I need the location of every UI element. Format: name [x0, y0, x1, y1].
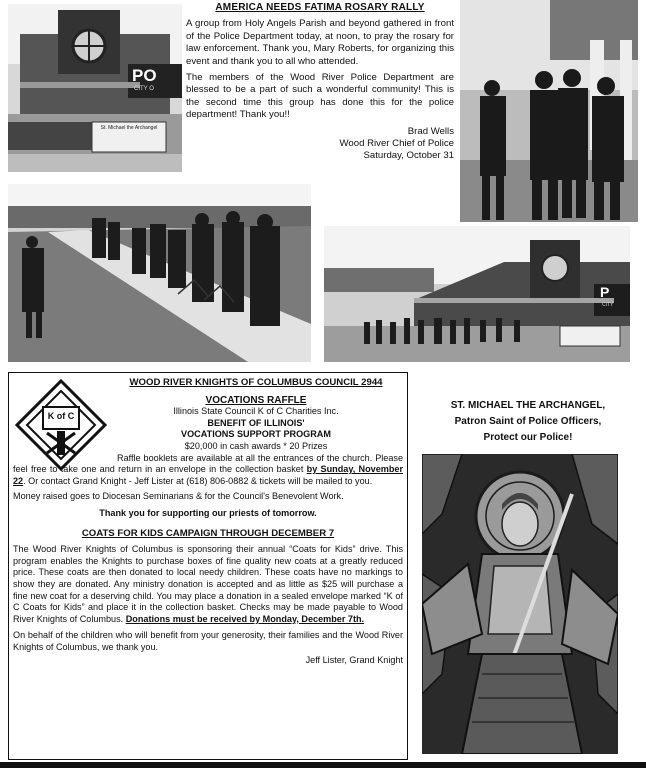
rosary-rally-article — [186, 2, 454, 163]
raffle-deadline: by Sunday, November 22 — [13, 464, 403, 486]
article-title: AMERICA NEEDS FATIMA ROSARY RALLY — [215, 2, 425, 13]
thanks-line: Thank you for supporting our priests of tomorrow. — [99, 507, 317, 518]
raffle-program: VOCATIONS SUPPORT PROGRAM — [181, 429, 331, 440]
raffle-paragraph — [13, 453, 403, 488]
st-michael-line-3: Protect our Police! — [483, 432, 573, 443]
coats-title: COATS FOR KIDS CAMPAIGN THROUGH DECEMBER 7 — [81, 527, 335, 539]
building-sign: PO — [132, 66, 157, 85]
st-michael-stained-glass-image — [422, 454, 618, 754]
coats-deadline: Donations must be received by Monday, December 7th. — [125, 613, 365, 624]
kofc-logo-text: K of C — [47, 411, 75, 421]
police-building-wide-photo — [324, 226, 630, 362]
article-signature — [186, 126, 454, 163]
kofc-header: WOOD RIVER KNIGHTS OF COLUMBUS COUNCIL 2944 — [129, 377, 383, 388]
money-paragraph: Money raised goes to Diocesan Seminarians & for the Council's Benevolent Work. — [13, 491, 344, 502]
grand-knight-signoff: Jeff Lister, Grand Knight — [305, 655, 403, 666]
page-bottom-rule — [0, 762, 646, 768]
raffle-title: VOCATIONS RAFFLE — [205, 394, 307, 406]
raffle-text-a: Raffle booklets are available at all the entrances of the church. Please feel free to take one and return in an envelope in the collection basket — [13, 452, 403, 475]
prayer-banner: St. Michael the Archangel — [100, 125, 158, 131]
raffle-benefit: BENEFIT OF ILLINOIS' — [207, 417, 305, 428]
police-officers-photo — [460, 0, 638, 222]
st-michael-heading — [418, 398, 638, 446]
building-sign-2: P — [600, 284, 610, 300]
st-michael-line-2: Patron Saint of Police Officers, — [454, 416, 602, 427]
kofc-content — [13, 377, 403, 667]
raffle-text-b: . Or contact Grand Knight - Jeff Lister at (618) 806-0882 & tickets will be mailed to you. — [23, 475, 373, 486]
raffle-organization: Illinois State Council K of C Charities Inc. — [173, 406, 339, 417]
knights-of-columbus-box — [8, 372, 408, 760]
building-sign-2-sub: CITY — [602, 302, 614, 308]
article-paragraph-1: A group from Holy Angels Parish and beyond gathered in front of the Police Department today, at noon, to pray the rosary for law enforcement. Thank you, Mary Roberts, for organizing this event and thank you to all who attended. — [186, 18, 454, 67]
rosary-crowd-photo — [8, 184, 311, 362]
signature-date: Saturday, October 31 — [363, 150, 454, 162]
building-sign-sub: CITY O — [134, 86, 154, 92]
signature-name: Brad Wells — [407, 125, 454, 137]
police-building-photo — [8, 4, 182, 172]
st-michael-line-1: ST. MICHAEL THE ARCHANGEL, — [450, 400, 606, 411]
signature-title: Wood River Chief of Police — [339, 138, 454, 150]
coats-text: The Wood River Knights of Columbus is sponsoring their annual “Coats for Kids” drive. This program enables the Knights to purchase boxes of fine quality new coats at a greatly reduced price. These coats are then donated to local needy children. These coats have no markings to show they are donated. Any ministry donation is accepted and as little as $25 will purchase a fine new coat for a deserving child. You may place a donation in a sealed envelope marked “K of C Coats for Kids” and place it in the collection basket. Checks may be made payable to Wood River Knights of Columbus. — [13, 544, 403, 624]
coats-paragraph — [13, 544, 403, 625]
closing-paragraph: On behalf of the children who will benefit from your generosity, their families and the Wood River Knights of Columbus, we thank you. — [13, 630, 403, 652]
article-paragraph-2: The members of the Wood River Police Department are blessed to be a part of such a wonderful community! This is the second time this group has done this for the police department! Thank you!! — [186, 72, 454, 121]
raffle-prizes: $20,000 in cash awards * 20 Prizes — [184, 440, 328, 451]
